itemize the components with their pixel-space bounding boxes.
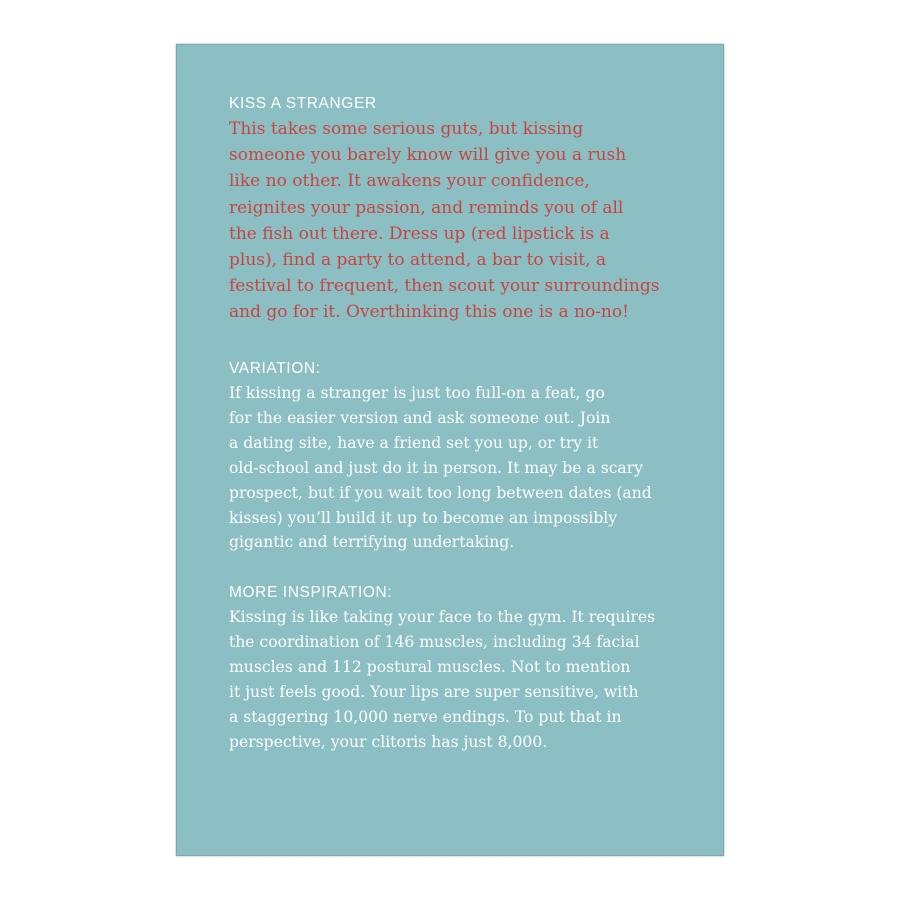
body-line: muscles and 112 postural muscles. Not to mention [229,657,631,676]
body-line: it just feels good. Your lips are super sensitive, with [229,682,639,701]
body-line: someone you barely know will give you a rush [229,145,627,166]
body-line: for the easier version and ask someone out. Join [229,408,611,427]
section-body [229,381,709,555]
body-line: the coordination of 146 muscles, including 34 facial [229,632,640,651]
body-line: the fish out there. Dress up (red lipstick is a [229,223,610,244]
body-line: This takes some serious guts, but kissing [229,119,584,139]
body-line: old-school and just do it in person. It may be a scary [229,458,643,477]
body-line: kisses) you’ll build it up to become an impossibly [229,508,618,527]
body-line: prospect, but if you wait too long between dates (and [229,483,652,502]
body-line: Kissing is like taking your face to the gym. It requires [229,608,656,626]
section-body [229,116,709,326]
section-heading: KISS A STRANGER [229,95,377,112]
section-heading: MORE INSPIRATION: [229,584,393,601]
section-body [229,605,709,754]
section-heading: VARIATION: [229,360,321,377]
body-line: If kissing a stranger is just too full-on a feat, go [229,384,605,402]
body-line: reignites your passion, and reminds you of all [229,197,624,218]
body-line: a dating site, have a friend set you up, or try it [229,433,599,452]
section-more-inspiration [229,583,709,754]
body-line: plus), find a party to attend, a bar to visit, a [229,250,607,271]
body-line: like no other. It awakens your confidence, [229,171,590,192]
section-kiss-a-stranger [229,94,709,326]
card [176,44,724,856]
body-line: a staggering 10,000 nerve endings. To put that in [229,707,622,726]
section-variation [229,359,709,555]
body-line: perspective, your clitoris has just 8,000. [229,732,548,751]
body-line: festival to frequent, then scout your surroundings [229,276,660,297]
body-line: gigantic and terrifying undertaking. [229,533,515,552]
body-line: and go for it. Overthinking this one is a no-no! [229,302,629,323]
